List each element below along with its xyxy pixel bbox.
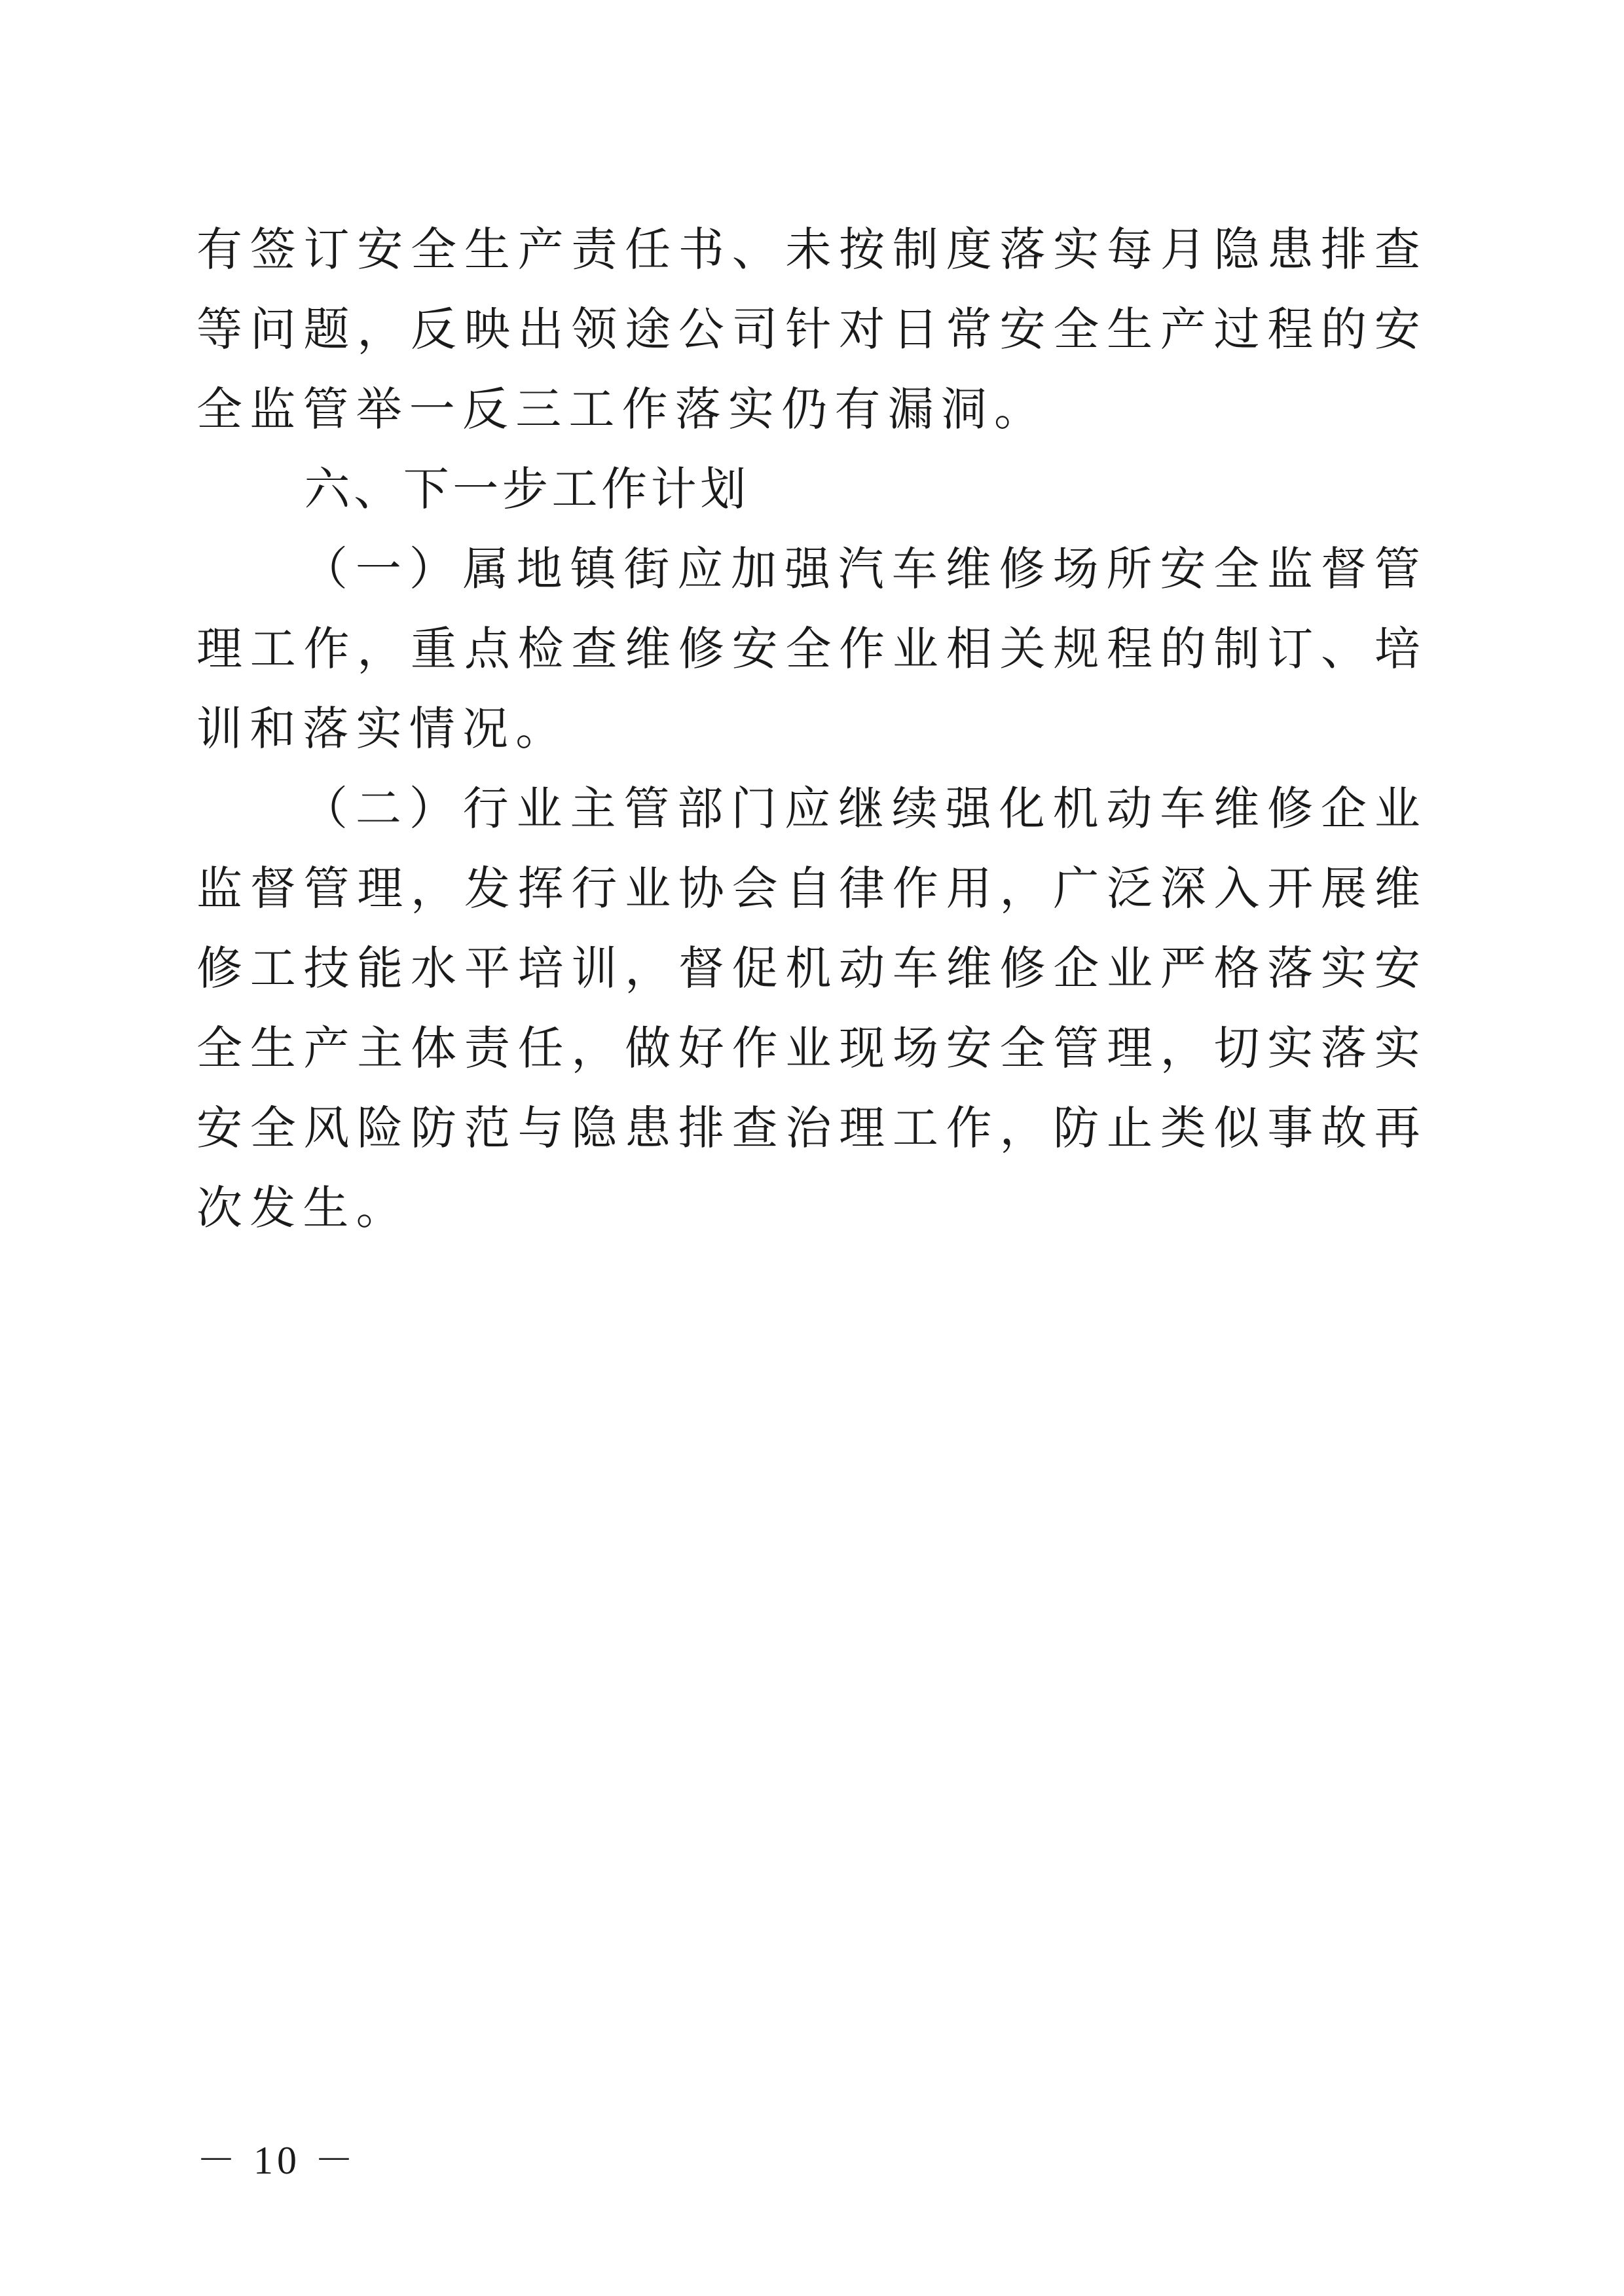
plan-item-1: （一）属地镇街应加强汽车维修场所安全监督管理工作，重点检查维修安全作业相关规程的制订、培训和落实情况。 (196, 542, 1428, 756)
section-heading: 六、下一步工作计划 (304, 462, 750, 516)
page-number: － 10 － (196, 2139, 358, 2182)
document-body (196, 210, 1428, 1248)
plan-item-2: （二）行业主管部门应继续强化机动车维修企业监督管理，发挥行业协会自律作用，广泛深入开展维修工技能水平培训，督促机动车维修企业严格落实安全生产主体责任，做好作业现场安全管理，切实落实安全风险防范与隐患排查治理工作，防止类似事故再次发生。 (196, 782, 1428, 1235)
continuation-paragraph: 有签订安全生产责任书、未按制度落实每月隐患排查等问题，反映出领途公司针对日常安全生产过程的安全监管举一反三工作落实仍有漏洞。 (196, 223, 1428, 436)
